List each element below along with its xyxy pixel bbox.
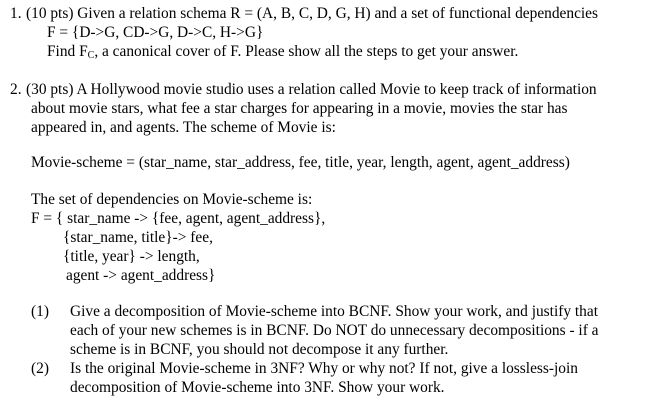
question-1-number: 1. bbox=[10, 5, 22, 22]
question-2-number: 2. bbox=[10, 81, 22, 98]
part-1-label: (1) bbox=[31, 303, 49, 320]
find-suffix: , a canonical cover of F. Please show all the steps to get your answer. bbox=[94, 43, 519, 60]
dependency-line: F = { star_name -> {fee, agent, agent_address}, bbox=[31, 210, 326, 227]
dependency-line: {star_name, title}-> fee, bbox=[63, 229, 213, 246]
dependencies-intro: The set of dependencies on Movie-scheme is: bbox=[31, 191, 313, 208]
dependency-line: agent -> agent_address} bbox=[66, 267, 216, 284]
question-1-task bbox=[47, 42, 518, 61]
part-1-line: Give a decomposition of Movie-scheme into BCNF. Show your work, and justify that bbox=[70, 303, 598, 320]
movie-scheme: Movie-scheme = (star_name, star_address, fee, title, year, length, agent, agent_address) bbox=[31, 154, 570, 171]
question-1-dependencies: F = {D->G, CD->G, D->C, H->G} bbox=[47, 24, 264, 41]
question-2-intro-line: appeared in, and agents. The scheme of Movie is: bbox=[31, 119, 336, 136]
find-prefix: Find F bbox=[47, 43, 88, 60]
find-subscript: C bbox=[87, 50, 95, 61]
part-2-line: Is the original Movie-scheme in 3NF? Why or why not? If not, give a lossless-join bbox=[70, 360, 578, 377]
part-1-line: each of your new schemes is in BCNF. Do NOT do unnecessary decompositions - if a bbox=[70, 322, 599, 339]
question-1-text: (10 pts) Given a relation schema R = (A, B, C, D, G, H) and a set of functional dependencies bbox=[26, 5, 598, 22]
question-2-intro-line: (30 pts) A Hollywood movie studio uses a relation called Movie to keep track of information bbox=[26, 81, 597, 98]
question-2-intro-line: about movie stars, what fee a star charges for appearing in a movie, movies the star has bbox=[31, 100, 568, 117]
part-2-line: decomposition of Movie-scheme into 3NF. Show your work. bbox=[70, 379, 445, 396]
dependency-line: {title, year} -> length, bbox=[63, 248, 200, 265]
part-1-line: scheme is in BCNF, you should not decompose it any further. bbox=[70, 341, 449, 358]
part-2-label: (2) bbox=[31, 360, 49, 377]
